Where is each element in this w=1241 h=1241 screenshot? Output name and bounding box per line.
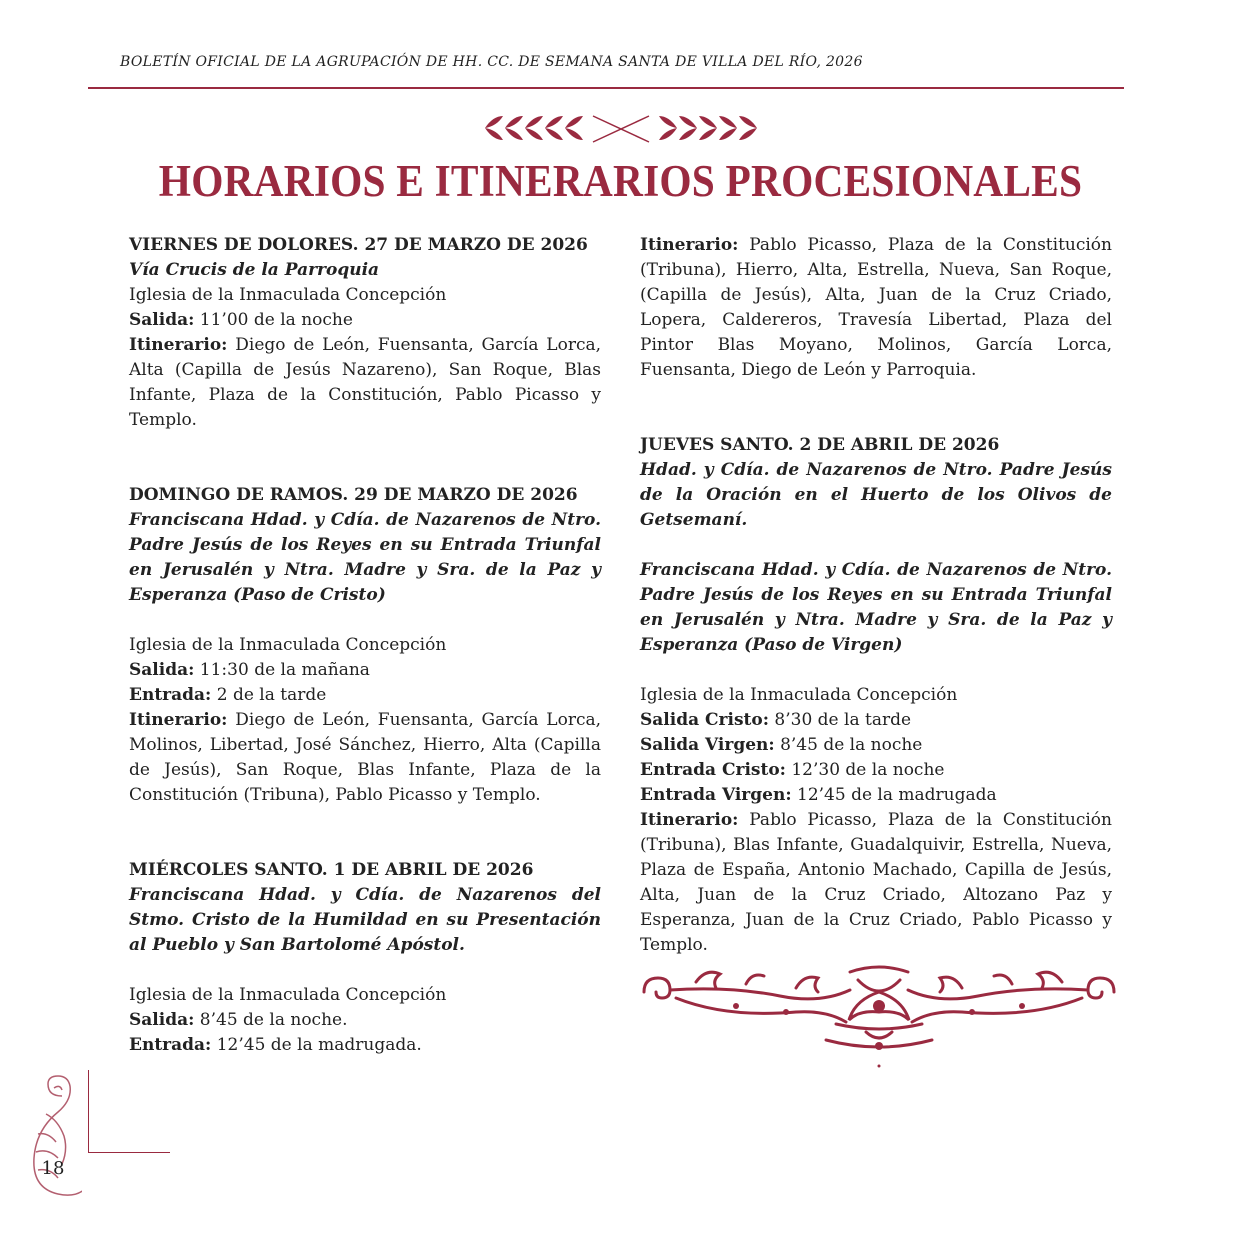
entrada-virgen-line: Entrada Virgen: 12’45 de la madrugada: [640, 785, 997, 805]
entrada-cristo-line: Entrada Cristo: 12’30 de la noche: [640, 760, 945, 780]
salida-line: Salida: 8’45 de la noche.: [129, 1010, 348, 1030]
entrada-line: Entrada: 12’45 de la madrugada.: [129, 1035, 422, 1055]
section-subtitle: Franciscana Hdad. y Cdía. de Nazarenos de Ntro. Padre Jesús de los Reyes en su Entrada Triunfal en Jerusalén y Ntra. Madre y Sra. de la Paz y Esperanza (Paso de Cristo): [129, 510, 601, 605]
salida-virgen-line: Salida Virgen: 8’45 de la noche: [640, 735, 923, 755]
itinerario-line: Itinerario: Pablo Picasso, Plaza de la Constitución (Tribuna), Hierro, Alta, Estrella, Nueva, San Roque, (Capilla de Jesús), Alta, Juan de la Cruz Criado, Lopera, Caldereros, Travesía Libertad, Plaza del Pintor Blas Moyano, Molinos, García Lorca, Fuensanta, Diego de León y Parroquia.: [640, 235, 1112, 380]
header-rule: [88, 87, 1124, 89]
right-column: [640, 233, 1112, 958]
section-subtitle: Vía Crucis de la Parroquia: [129, 260, 380, 280]
left-column: [129, 233, 601, 1058]
itinerario-line: Itinerario: Diego de León, Fuensanta, García Lorca, Molinos, Libertad, José Sánchez, Hierro, Alta (Capilla de Jesús), San Roque, Blas Infante, Plaza de la Constitución (Tribuna), Pablo Picasso y Templo.: [129, 710, 601, 805]
section-viernes: [129, 233, 601, 433]
page-number: 18: [41, 1158, 65, 1179]
church: Iglesia de la Inmaculada Concepción: [129, 635, 447, 655]
section-jueves: [640, 433, 1112, 958]
section-heading: VIERNES DE DOLORES. 27 DE MARZO DE 2026: [129, 235, 588, 255]
filigree-ornament-icon: [636, 962, 1122, 1072]
wheat-ornament-icon: [425, 108, 817, 148]
section-subtitle: Hdad. y Cdía. de Nazarenos de Ntro. Padre Jesús de la Oración en el Huerto de los Olivos de Getsemaní.: [640, 460, 1112, 530]
section-heading: JUEVES SANTO. 2 DE ABRIL DE 2026: [640, 435, 1000, 455]
corner-vertical-rule: [88, 1070, 89, 1153]
section-miercoles-itinerario: [640, 233, 1112, 383]
section-domingo: [129, 483, 601, 808]
section-heading: MIÉRCOLES SANTO. 1 DE ABRIL DE 2026: [129, 860, 534, 880]
section-heading: DOMINGO DE RAMOS. 29 DE MARZO DE 2026: [129, 485, 578, 505]
entrada-line: Entrada: 2 de la tarde: [129, 685, 327, 705]
salida-line: Salida: 11’00 de la noche: [129, 310, 353, 330]
section-subtitle: Franciscana Hdad. y Cdía. de Nazarenos de Ntro. Padre Jesús de los Reyes en su Entrada Triunfal en Jerusalén y Ntra. Madre y Sra. de la Paz y Esperanza (Paso de Virgen): [640, 560, 1112, 655]
corner-horizontal-rule: [88, 1152, 170, 1153]
section-subtitle: Franciscana Hdad. y Cdía. de Nazarenos del Stmo. Cristo de la Humildad en su Presentación al Pueblo y San Bartolomé Apóstol.: [129, 885, 601, 955]
page-title: HORARIOS E ITINERARIOS PROCESIONALES: [158, 156, 1083, 206]
scroll-ornament-icon: [18, 1074, 82, 1200]
salida-line: Salida: 11:30 de la mañana: [129, 660, 370, 680]
itinerario-line: Itinerario: Pablo Picasso, Plaza de la Constitución (Tribuna), Blas Infante, Guadalquivir, Estrella, Nueva, Plaza de España, Antonio Machado, Capilla de Jesús, Alta, Juan de la Cruz Criado, Altozano Paz y Esperanza, Juan de la Cruz Criado, Pablo Picasso y Templo.: [640, 810, 1112, 955]
running-header: BOLETÍN OFICIAL DE LA AGRUPACIÓN DE HH. CC. DE SEMANA SANTA DE VILLA DEL RÍO, 2026: [120, 54, 863, 70]
church: Iglesia de la Inmaculada Concepción: [129, 285, 447, 305]
itinerario-line: Itinerario: Diego de León, Fuensanta, García Lorca, Alta (Capilla de Jesús Nazareno), San Roque, Blas Infante, Plaza de la Constitución, Pablo Picasso y Templo.: [129, 335, 601, 430]
section-miercoles: [129, 858, 601, 1058]
church: Iglesia de la Inmaculada Concepción: [129, 985, 447, 1005]
salida-cristo-line: Salida Cristo: 8’30 de la tarde: [640, 710, 912, 730]
church: Iglesia de la Inmaculada Concepción: [640, 685, 958, 705]
